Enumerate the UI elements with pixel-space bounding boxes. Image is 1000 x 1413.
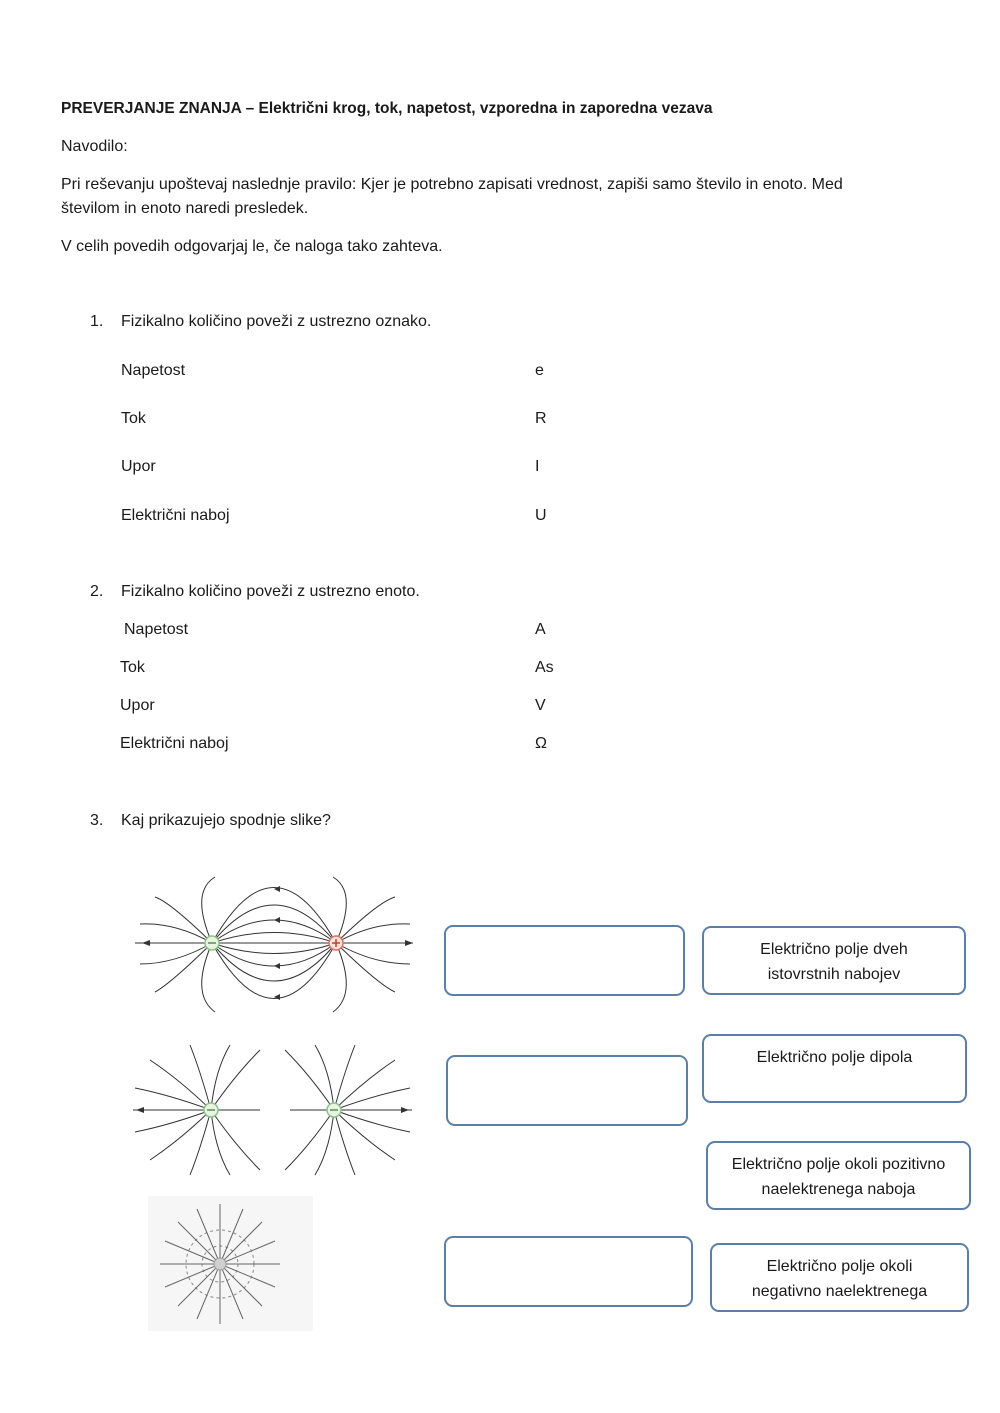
option-dipole[interactable] bbox=[702, 1034, 967, 1103]
option-negative-charge[interactable] bbox=[710, 1243, 969, 1312]
question-3-text: Kaj prikazujejo spodnje slike? bbox=[121, 812, 331, 829]
q2-left-item[interactable]: Tok bbox=[120, 659, 145, 676]
answer-box-2[interactable] bbox=[446, 1055, 688, 1126]
question-1-number: 1. bbox=[90, 313, 104, 330]
option-positive-charge[interactable] bbox=[706, 1141, 971, 1210]
q2-left-item[interactable]: Napetost bbox=[124, 621, 189, 638]
q2-right-item[interactable]: A bbox=[535, 621, 546, 638]
q1-right-item[interactable]: R bbox=[535, 410, 547, 427]
q2-right-item[interactable]: Ω bbox=[535, 735, 547, 752]
option-text: naelektrenega naboja bbox=[761, 1181, 916, 1198]
option-text: negativno naelektrenega bbox=[751, 1283, 928, 1300]
q2-right-item[interactable]: As bbox=[535, 659, 554, 676]
answer-box-3[interactable] bbox=[444, 1236, 693, 1307]
q1-left-item[interactable]: Upor bbox=[121, 458, 156, 475]
question-1-text: Fizikalno količino poveži z ustrezno oznako. bbox=[121, 313, 432, 330]
instruction-line-2: številom in enoto naredi presledek. bbox=[61, 200, 309, 217]
q2-right-item[interactable]: V bbox=[535, 697, 546, 714]
instruction-line-1: Pri reševanju upoštevaj naslednje pravilo: Kjer je potrebno zapisati vrednost, zapiši samo število in enoto. Med bbox=[61, 176, 843, 193]
instruction-paragraph bbox=[61, 173, 921, 221]
q1-left-item[interactable]: Tok bbox=[121, 410, 146, 427]
q2-left-item[interactable]: Upor bbox=[120, 697, 155, 714]
option-text: Električno polje dveh bbox=[760, 941, 908, 958]
option-text: Električno polje okoli bbox=[766, 1258, 913, 1275]
point-charge-field-figure bbox=[148, 1196, 313, 1331]
instruction-label: Navodilo: bbox=[61, 138, 128, 155]
option-text: Električno polje okoli pozitivno bbox=[731, 1156, 946, 1173]
option-text: Električno polje dipola bbox=[756, 1049, 913, 1066]
question-3-number: 3. bbox=[90, 812, 104, 829]
q2-left-item[interactable]: Električni naboj bbox=[120, 735, 229, 752]
like-charges-field-figure bbox=[130, 1040, 420, 1180]
option-like-charges[interactable] bbox=[702, 926, 966, 995]
question-2-text: Fizikalno količino poveži z ustrezno enoto. bbox=[121, 583, 420, 600]
option-text: istovrstnih nabojev bbox=[767, 966, 901, 983]
q1-right-item[interactable]: I bbox=[535, 458, 540, 475]
q1-left-item[interactable]: Napetost bbox=[121, 362, 186, 379]
q1-right-item[interactable]: U bbox=[535, 507, 547, 524]
answer-box-1[interactable] bbox=[444, 925, 685, 996]
instruction-line-3: V celih povedih odgovarjaj le, če naloga tako zahteva. bbox=[61, 238, 443, 255]
q1-right-item[interactable]: e bbox=[535, 362, 544, 379]
page-title: PREVERJANJE ZNANJA – Električni krog, tok, napetost, vzporedna in zaporedna vezava bbox=[61, 100, 713, 117]
q1-left-item[interactable]: Električni naboj bbox=[121, 507, 230, 524]
question-2-number: 2. bbox=[90, 583, 104, 600]
dipole-field-figure bbox=[130, 872, 420, 1017]
